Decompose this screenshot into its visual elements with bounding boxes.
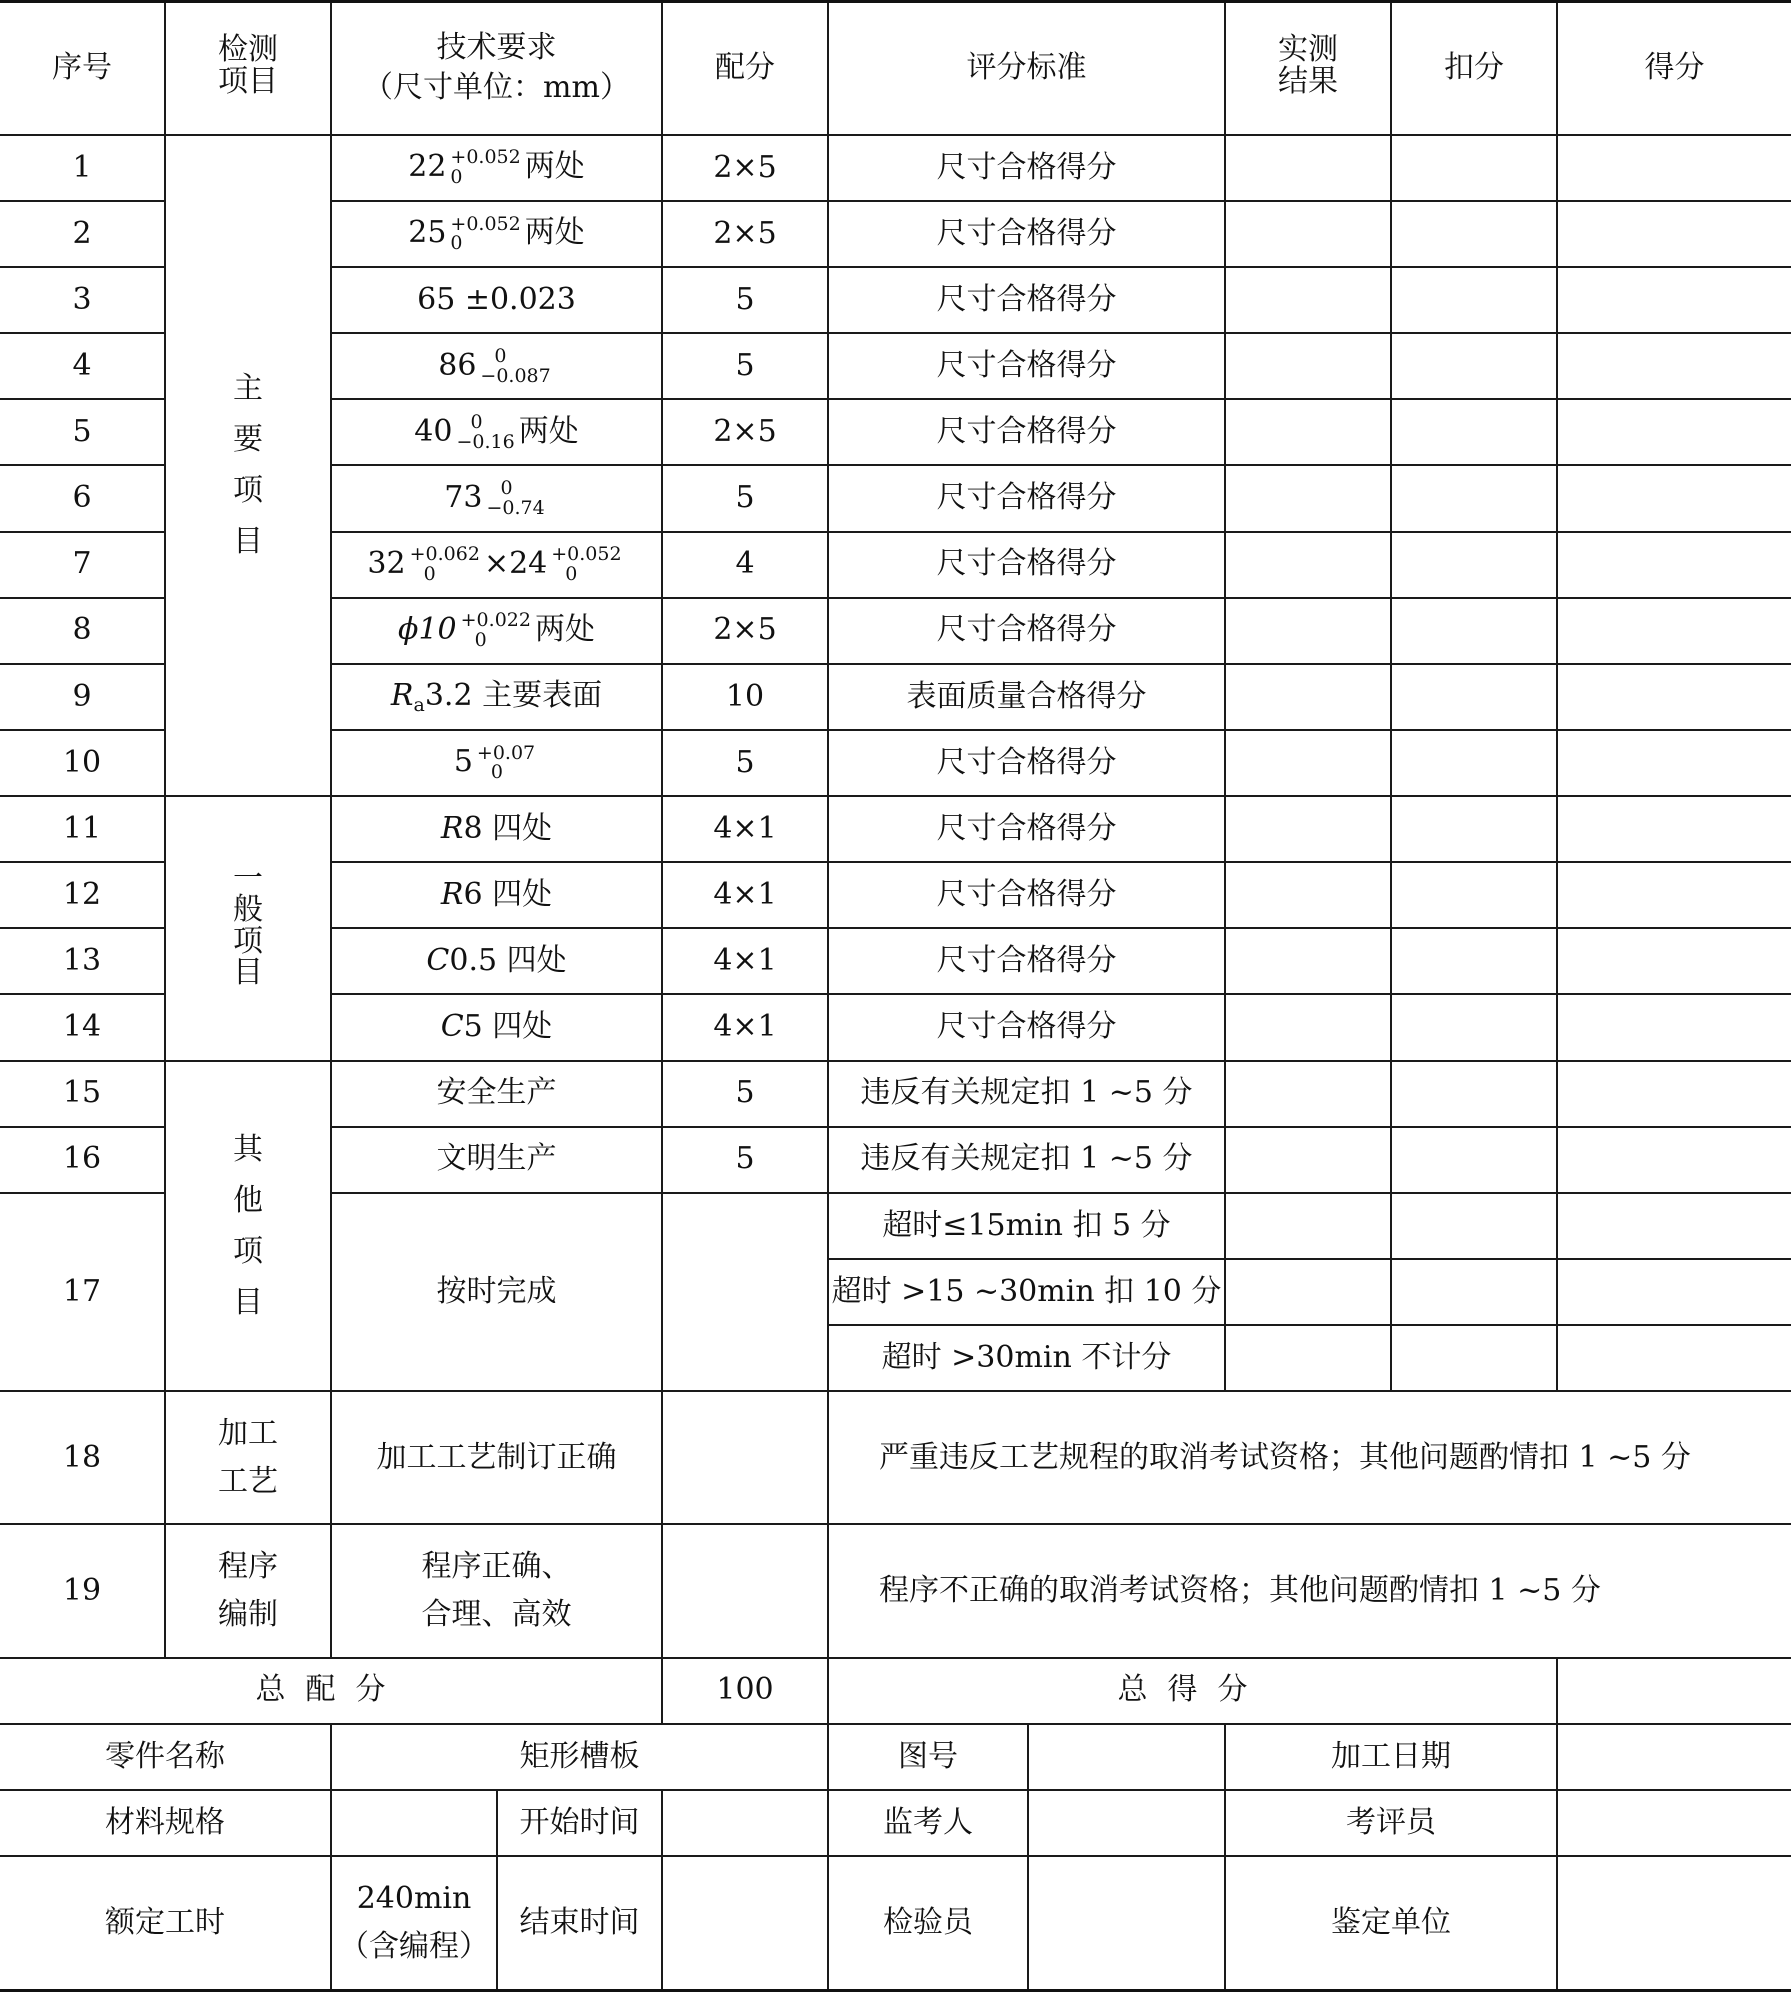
- row-points: 5: [662, 465, 828, 531]
- inspector-label: 检验员: [828, 1856, 1028, 1990]
- row-points: 5: [662, 1061, 828, 1127]
- row-no: 8: [0, 598, 165, 664]
- row-score: [1557, 1259, 1791, 1325]
- row-criteria: 表面质量合格得分: [828, 664, 1225, 730]
- row-score: [1557, 135, 1791, 201]
- row-requirement: 5 +0.07 0: [331, 730, 662, 796]
- drawing-no-label: 图号: [828, 1724, 1028, 1790]
- row-points: 2×5: [662, 399, 828, 465]
- examiner-label: 考评员: [1225, 1790, 1557, 1856]
- table-row: [0, 1391, 1791, 1524]
- examiner-value: [1557, 1790, 1791, 1856]
- total-points-label: 总配分: [0, 1658, 662, 1724]
- row-points: 4×1: [662, 994, 828, 1060]
- row-no: 16: [0, 1127, 165, 1193]
- row-measured: [1225, 1127, 1391, 1193]
- header-seq: 序号: [0, 2, 165, 135]
- table-row: [0, 796, 1791, 862]
- row-requirement: R6 四处: [331, 862, 662, 928]
- row-deduct: [1391, 399, 1557, 465]
- row-requirement: 40 0 −0.16 两处: [331, 399, 662, 465]
- row-measured: [1225, 862, 1391, 928]
- row-measured: [1225, 135, 1391, 201]
- hours-value: 240min （含编程）: [331, 1856, 497, 1990]
- row-no: 15: [0, 1061, 165, 1127]
- group-process: 加工工艺: [165, 1391, 331, 1524]
- row-requirement: 73 0 −0.74: [331, 465, 662, 531]
- footer-row: [0, 1790, 1791, 1856]
- row-score: [1557, 333, 1791, 399]
- row-score: [1557, 532, 1791, 598]
- date-value: [1557, 1724, 1791, 1790]
- total-score-value: [1557, 1658, 1791, 1724]
- unit-label: 鉴定单位: [1225, 1856, 1557, 1990]
- header-criteria: 评分标准: [828, 2, 1225, 135]
- end-time-label: 结束时间: [497, 1856, 662, 1990]
- row-criteria: 尺寸合格得分: [828, 465, 1225, 531]
- row-requirement: 按时完成: [331, 1193, 662, 1391]
- footer-row: [0, 1856, 1791, 1990]
- row-requirement: 安全生产: [331, 1061, 662, 1127]
- row-deduct: [1391, 1193, 1557, 1259]
- row-score: [1557, 664, 1791, 730]
- proctor-value: [1028, 1790, 1225, 1856]
- row-no: 12: [0, 862, 165, 928]
- row-points: 5: [662, 730, 828, 796]
- row-criteria: 程序不正确的取消考试资格；其他问题酌情扣 1 ~5 分: [828, 1524, 1791, 1657]
- row-deduct: [1391, 1259, 1557, 1325]
- row-criteria: 超时 >15 ~30min 扣 10 分: [828, 1259, 1225, 1325]
- part-name-label: 零件名称: [0, 1724, 331, 1790]
- row-points: 5: [662, 1127, 828, 1193]
- row-score: [1557, 928, 1791, 994]
- row-criteria: 尺寸合格得分: [828, 399, 1225, 465]
- row-no: 10: [0, 730, 165, 796]
- row-points: 4×1: [662, 862, 828, 928]
- row-requirement: 加工工艺制订正确: [331, 1391, 662, 1524]
- material-label: 材料规格: [0, 1790, 331, 1856]
- row-criteria: 尺寸合格得分: [828, 532, 1225, 598]
- row-score: [1557, 1193, 1791, 1259]
- row-requirement: C0.5 四处: [331, 928, 662, 994]
- row-no: 2: [0, 201, 165, 267]
- row-criteria: 尺寸合格得分: [828, 928, 1225, 994]
- row-criteria: 尺寸合格得分: [828, 135, 1225, 201]
- start-time-value: [662, 1790, 828, 1856]
- group-general: 一般项目: [165, 796, 331, 1061]
- row-deduct: [1391, 532, 1557, 598]
- row-measured: [1225, 201, 1391, 267]
- row-deduct: [1391, 267, 1557, 333]
- row-measured: [1225, 465, 1391, 531]
- row-no: 18: [0, 1391, 165, 1524]
- group-program: 程序编制: [165, 1524, 331, 1657]
- row-deduct: [1391, 135, 1557, 201]
- row-deduct: [1391, 1127, 1557, 1193]
- row-no: 5: [0, 399, 165, 465]
- row-measured: [1225, 994, 1391, 1060]
- row-deduct: [1391, 1061, 1557, 1127]
- row-score: [1557, 465, 1791, 531]
- row-score: [1557, 598, 1791, 664]
- row-points: 10: [662, 664, 828, 730]
- header-item: 检测项目: [165, 2, 331, 135]
- row-criteria: 尺寸合格得分: [828, 267, 1225, 333]
- row-no: 17: [0, 1193, 165, 1391]
- table-row: [0, 1061, 1791, 1127]
- row-score: [1557, 267, 1791, 333]
- row-measured: [1225, 730, 1391, 796]
- row-no: 11: [0, 796, 165, 862]
- row-criteria: 尺寸合格得分: [828, 994, 1225, 1060]
- row-points: [662, 1391, 828, 1524]
- row-requirement: 86 0 −0.087: [331, 333, 662, 399]
- row-criteria: 尺寸合格得分: [828, 333, 1225, 399]
- totals-row: [0, 1658, 1791, 1724]
- unit-value: [1557, 1856, 1791, 1990]
- row-points: 4: [662, 532, 828, 598]
- row-deduct: [1391, 465, 1557, 531]
- header-deduct: 扣分: [1391, 2, 1557, 135]
- row-requirement: 22 +0.052 0 两处: [331, 135, 662, 201]
- group-main: 主要项目: [165, 135, 331, 796]
- footer-row: [0, 1724, 1791, 1790]
- row-no: 7: [0, 532, 165, 598]
- row-deduct: [1391, 1325, 1557, 1391]
- row-deduct: [1391, 201, 1557, 267]
- row-score: [1557, 1325, 1791, 1391]
- row-deduct: [1391, 598, 1557, 664]
- header-row: [0, 2, 1791, 135]
- row-criteria: 尺寸合格得分: [828, 862, 1225, 928]
- row-score: [1557, 1061, 1791, 1127]
- row-points: 4×1: [662, 928, 828, 994]
- group-other: 其他项目: [165, 1061, 331, 1392]
- row-requirement: 文明生产: [331, 1127, 662, 1193]
- row-score: [1557, 399, 1791, 465]
- row-score: [1557, 201, 1791, 267]
- row-measured: [1225, 399, 1391, 465]
- row-no: 3: [0, 267, 165, 333]
- end-time-value: [662, 1856, 828, 1990]
- row-measured: [1225, 532, 1391, 598]
- row-points: [662, 1524, 828, 1657]
- row-score: [1557, 1127, 1791, 1193]
- header-points: 配分: [662, 2, 828, 135]
- row-requirement: 65 ±0.023: [331, 267, 662, 333]
- start-time-label: 开始时间: [497, 1790, 662, 1856]
- row-points: 4×1: [662, 796, 828, 862]
- row-no: 6: [0, 465, 165, 531]
- row-deduct: [1391, 994, 1557, 1060]
- row-deduct: [1391, 730, 1557, 796]
- row-points: [662, 1193, 828, 1391]
- row-deduct: [1391, 664, 1557, 730]
- row-criteria: 尺寸合格得分: [828, 730, 1225, 796]
- row-criteria: 超时 >30min 不计分: [828, 1325, 1225, 1391]
- row-requirement: 程序正确、 合理、高效: [331, 1524, 662, 1657]
- row-requirement: 25 +0.052 0 两处: [331, 201, 662, 267]
- row-criteria: 严重违反工艺规程的取消考试资格；其他问题酌情扣 1 ~5 分: [828, 1391, 1791, 1524]
- row-score: [1557, 862, 1791, 928]
- row-points: 2×5: [662, 135, 828, 201]
- row-measured: [1225, 1061, 1391, 1127]
- row-deduct: [1391, 333, 1557, 399]
- table-row: [0, 135, 1791, 201]
- row-requirement: ϕ10 +0.022 0 两处: [331, 598, 662, 664]
- row-measured: [1225, 1193, 1391, 1259]
- part-name-value: 矩形槽板: [331, 1724, 828, 1790]
- row-measured: [1225, 1325, 1391, 1391]
- row-criteria: 尺寸合格得分: [828, 796, 1225, 862]
- row-score: [1557, 994, 1791, 1060]
- row-no: 1: [0, 135, 165, 201]
- row-no: 19: [0, 1524, 165, 1657]
- row-requirement: R8 四处: [331, 796, 662, 862]
- hours-label: 额定工时: [0, 1856, 331, 1990]
- row-measured: [1225, 598, 1391, 664]
- row-criteria: 尺寸合格得分: [828, 598, 1225, 664]
- row-measured: [1225, 333, 1391, 399]
- row-measured: [1225, 796, 1391, 862]
- header-score: 得分: [1557, 2, 1791, 135]
- material-value: [331, 1790, 497, 1856]
- row-deduct: [1391, 928, 1557, 994]
- date-label: 加工日期: [1225, 1724, 1557, 1790]
- table-row: [0, 1524, 1791, 1657]
- row-measured: [1225, 928, 1391, 994]
- row-measured: [1225, 664, 1391, 730]
- row-criteria: 尺寸合格得分: [828, 201, 1225, 267]
- row-no: 13: [0, 928, 165, 994]
- drawing-no-value: [1028, 1724, 1225, 1790]
- row-points: 5: [662, 333, 828, 399]
- row-criteria: 超时≤15min 扣 5 分: [828, 1193, 1225, 1259]
- row-deduct: [1391, 862, 1557, 928]
- row-requirement: $R_a3.2$ 主要表面: [331, 664, 662, 730]
- row-points: 2×5: [662, 201, 828, 267]
- row-criteria: 违反有关规定扣 1 ~5 分: [828, 1061, 1225, 1127]
- inspector-value: [1028, 1856, 1225, 1990]
- row-requirement: C5 四处: [331, 994, 662, 1060]
- row-criteria: 违反有关规定扣 1 ~5 分: [828, 1127, 1225, 1193]
- row-no: 14: [0, 994, 165, 1060]
- row-no: 4: [0, 333, 165, 399]
- total-score-label: 总得分: [828, 1658, 1557, 1724]
- row-points: 5: [662, 267, 828, 333]
- total-points-value: 100: [662, 1658, 828, 1724]
- row-measured: [1225, 1259, 1391, 1325]
- row-points: 2×5: [662, 598, 828, 664]
- header-requirement: 技术要求 （尺寸单位：mm）: [331, 2, 662, 135]
- row-deduct: [1391, 796, 1557, 862]
- row-measured: [1225, 267, 1391, 333]
- row-score: [1557, 796, 1791, 862]
- header-measured: 实测结果: [1225, 2, 1391, 135]
- row-no: 9: [0, 664, 165, 730]
- row-requirement: 32 +0.062 0 ×24 +0.052 0: [331, 532, 662, 598]
- row-score: [1557, 730, 1791, 796]
- proctor-label: 监考人: [828, 1790, 1028, 1856]
